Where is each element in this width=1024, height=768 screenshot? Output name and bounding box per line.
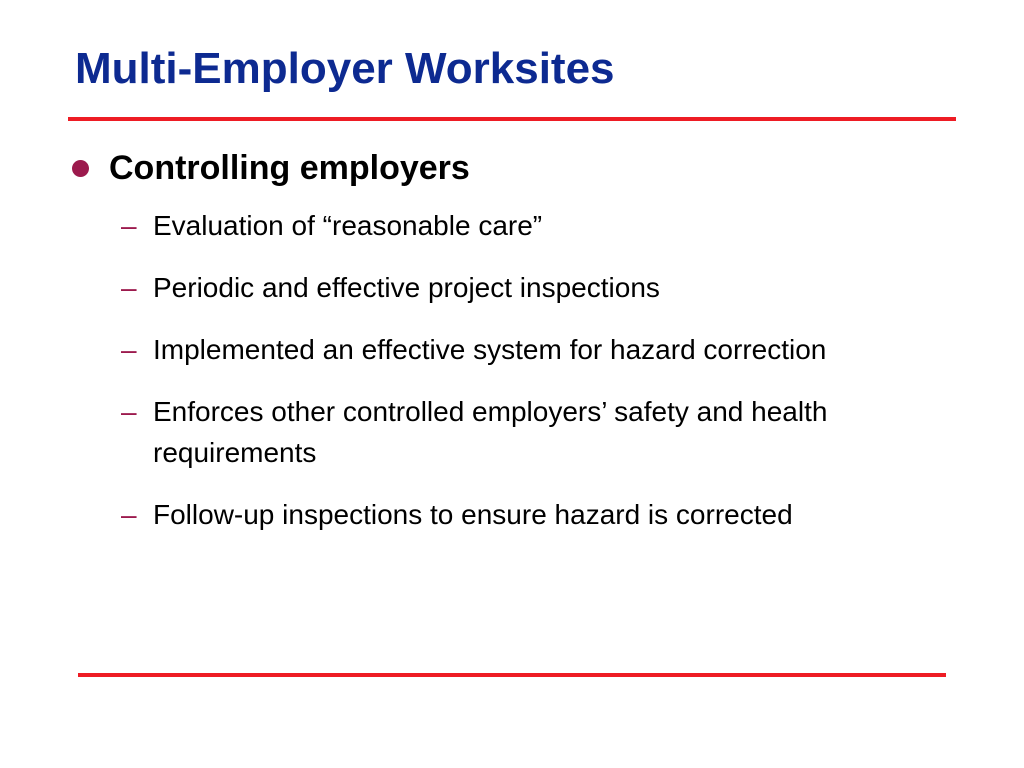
dash-icon: –: [121, 499, 137, 530]
sub-bullet-item: [118, 391, 968, 473]
sub-bullet-item: [118, 205, 968, 246]
slide-title: Multi-Employer Worksites: [75, 44, 615, 93]
sub-bullet-item: [118, 494, 968, 535]
sub-bullet-text: Implemented an effective system for hazard correction: [153, 334, 827, 365]
main-bullet: [72, 146, 470, 190]
sub-bullet-item: [118, 267, 968, 308]
sub-bullet-text: Periodic and effective project inspections: [153, 272, 660, 303]
dash-icon: –: [121, 272, 137, 303]
sub-bullet-text: Enforces other controlled employers’ safety and health requirements: [153, 396, 828, 468]
dash-icon: –: [121, 396, 137, 427]
dash-icon: –: [121, 210, 137, 241]
sub-bullet-item: [118, 329, 968, 370]
title-divider: [68, 117, 956, 121]
sub-bullet-list: [118, 205, 968, 556]
sub-bullet-text: Evaluation of “reasonable care”: [153, 210, 543, 241]
dash-icon: –: [121, 334, 137, 365]
main-bullet-text: Controlling employers: [109, 149, 470, 187]
footer-divider: [78, 673, 946, 677]
bullet-dot-icon: [72, 160, 89, 177]
sub-bullet-text: Follow-up inspections to ensure hazard is corrected: [153, 499, 793, 530]
